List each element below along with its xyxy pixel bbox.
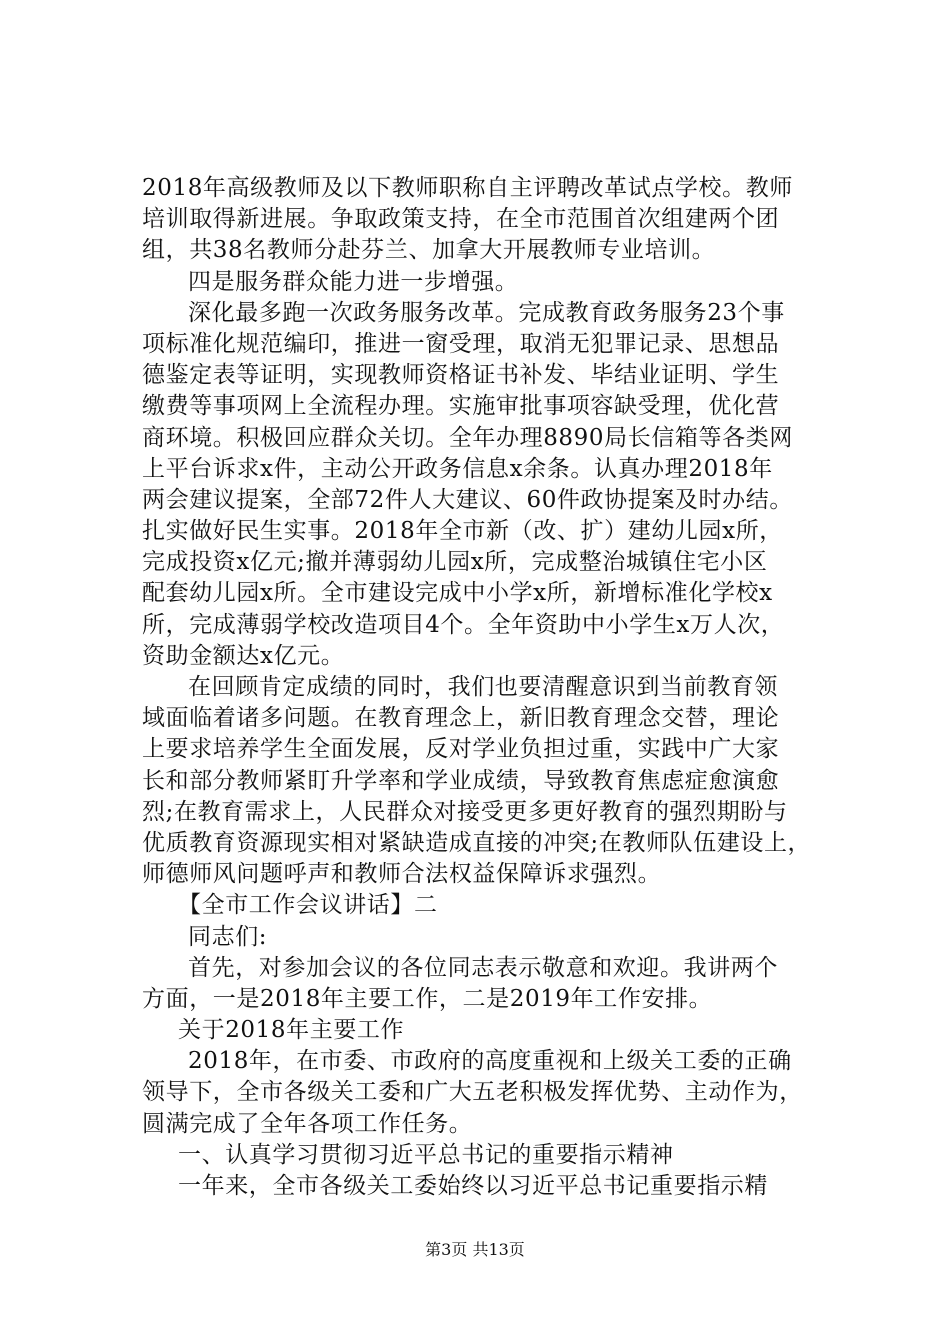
page-number: 第3页 共13页: [425, 1240, 525, 1259]
text-line: 在回顾肯定成绩的同时，我们也要清醒意识到当前教育领: [188, 674, 778, 700]
text-line: 优质教育资源现实相对紧缺造成直接的冲突;在教师队伍建设上，: [142, 829, 812, 856]
text-line: 完成投资x亿元;撤并薄弱幼儿园x所，完成整治城镇住宅小区: [142, 549, 768, 576]
text-line: 上平台诉求x件，主动公开政务信息x余条。认真办理2018年: [142, 455, 773, 482]
subsection-title: 一、认真学习贯彻习近平总书记的重要指示精神: [178, 1141, 674, 1168]
text-line: 两会建议提案，全部72件人大建议、60件政协提案及时办结。: [142, 486, 793, 513]
text-line: 扎实做好民生实事。2018年全市新（改、扩）建幼儿园x所，: [142, 518, 783, 545]
subsection-title: 关于2018年主要工作: [178, 1017, 405, 1044]
paragraph-heading: 四是服务群众能力进一步增强。: [188, 268, 519, 295]
text-line: 商环境。积极回应群众关切。全年办理8890局长信箱等各类网: [142, 424, 793, 451]
text-line: 所，完成薄弱学校改造项目4个。全年资助中小学生x万人次，: [142, 611, 785, 638]
text-line: 组，共38名教师分赴芬兰、加拿大开展教师专业培训。: [142, 237, 716, 264]
text-line: 域面临着诸多问题。在教育理念上，新旧教育理念交替，理论: [142, 705, 780, 732]
section-title: 【全市工作会议讲话】二: [178, 892, 438, 919]
text-line: 项标准化规范编印，推进一窗受理，取消无犯罪记录、思想品: [142, 330, 780, 357]
text-line: 德鉴定表等证明，实现教师资格证书补发、毕结业证明、学生: [142, 362, 780, 389]
text-line: 2018年，在市委、市政府的高度重视和上级关工委的正确: [188, 1048, 792, 1075]
document-body: [142, 173, 842, 1202]
text-line: 师德师风问题呼声和教师合法权益保障诉求强烈。: [142, 861, 662, 888]
text-line: 缴费等事项网上全流程办理。实施审批事项容缺受理，优化营: [142, 393, 780, 420]
text-line: 方面，一是2018年主要工作，二是2019年工作安排。: [142, 985, 713, 1012]
text-line: 深化最多跑一次政务服务改革。完成教育政务服务23个事: [188, 299, 785, 326]
text-line: 2018年高级教师及以下教师职称自主评聘改革试点学校。教师: [142, 175, 793, 201]
text-line: 培训取得新进展。争取政策支持，在全市范围首次组建两个团: [142, 206, 780, 233]
text-line: 一年来，全市各级关工委始终以习近平总书记重要指示精: [178, 1173, 768, 1199]
text-line: 领导下，全市各级关工委和广大五老积极发挥优势、主动作为，: [142, 1079, 803, 1106]
text-line: 上要求培养学生全面发展，反对学业负担过重，实践中广大家: [142, 736, 780, 763]
text-line: 圆满完成了全年各项工作任务。: [142, 1110, 473, 1137]
text-line: 资助金额达x亿元。: [142, 642, 345, 669]
salutation: 同志们:: [188, 923, 268, 950]
text-line: 烈;在教育需求上，人民群众对接受更多更好教育的强烈期盼与: [142, 798, 788, 825]
text-line: 配套幼儿园x所。全市建设完成中小学x所，新增标准化学校x: [142, 580, 773, 607]
text-line: 首先，对参加会议的各位同志表示敬意和欢迎。我讲两个: [188, 954, 778, 981]
text-line: 长和部分教师紧盯升学率和学业成绩，导致教育焦虑症愈演愈: [142, 767, 780, 794]
